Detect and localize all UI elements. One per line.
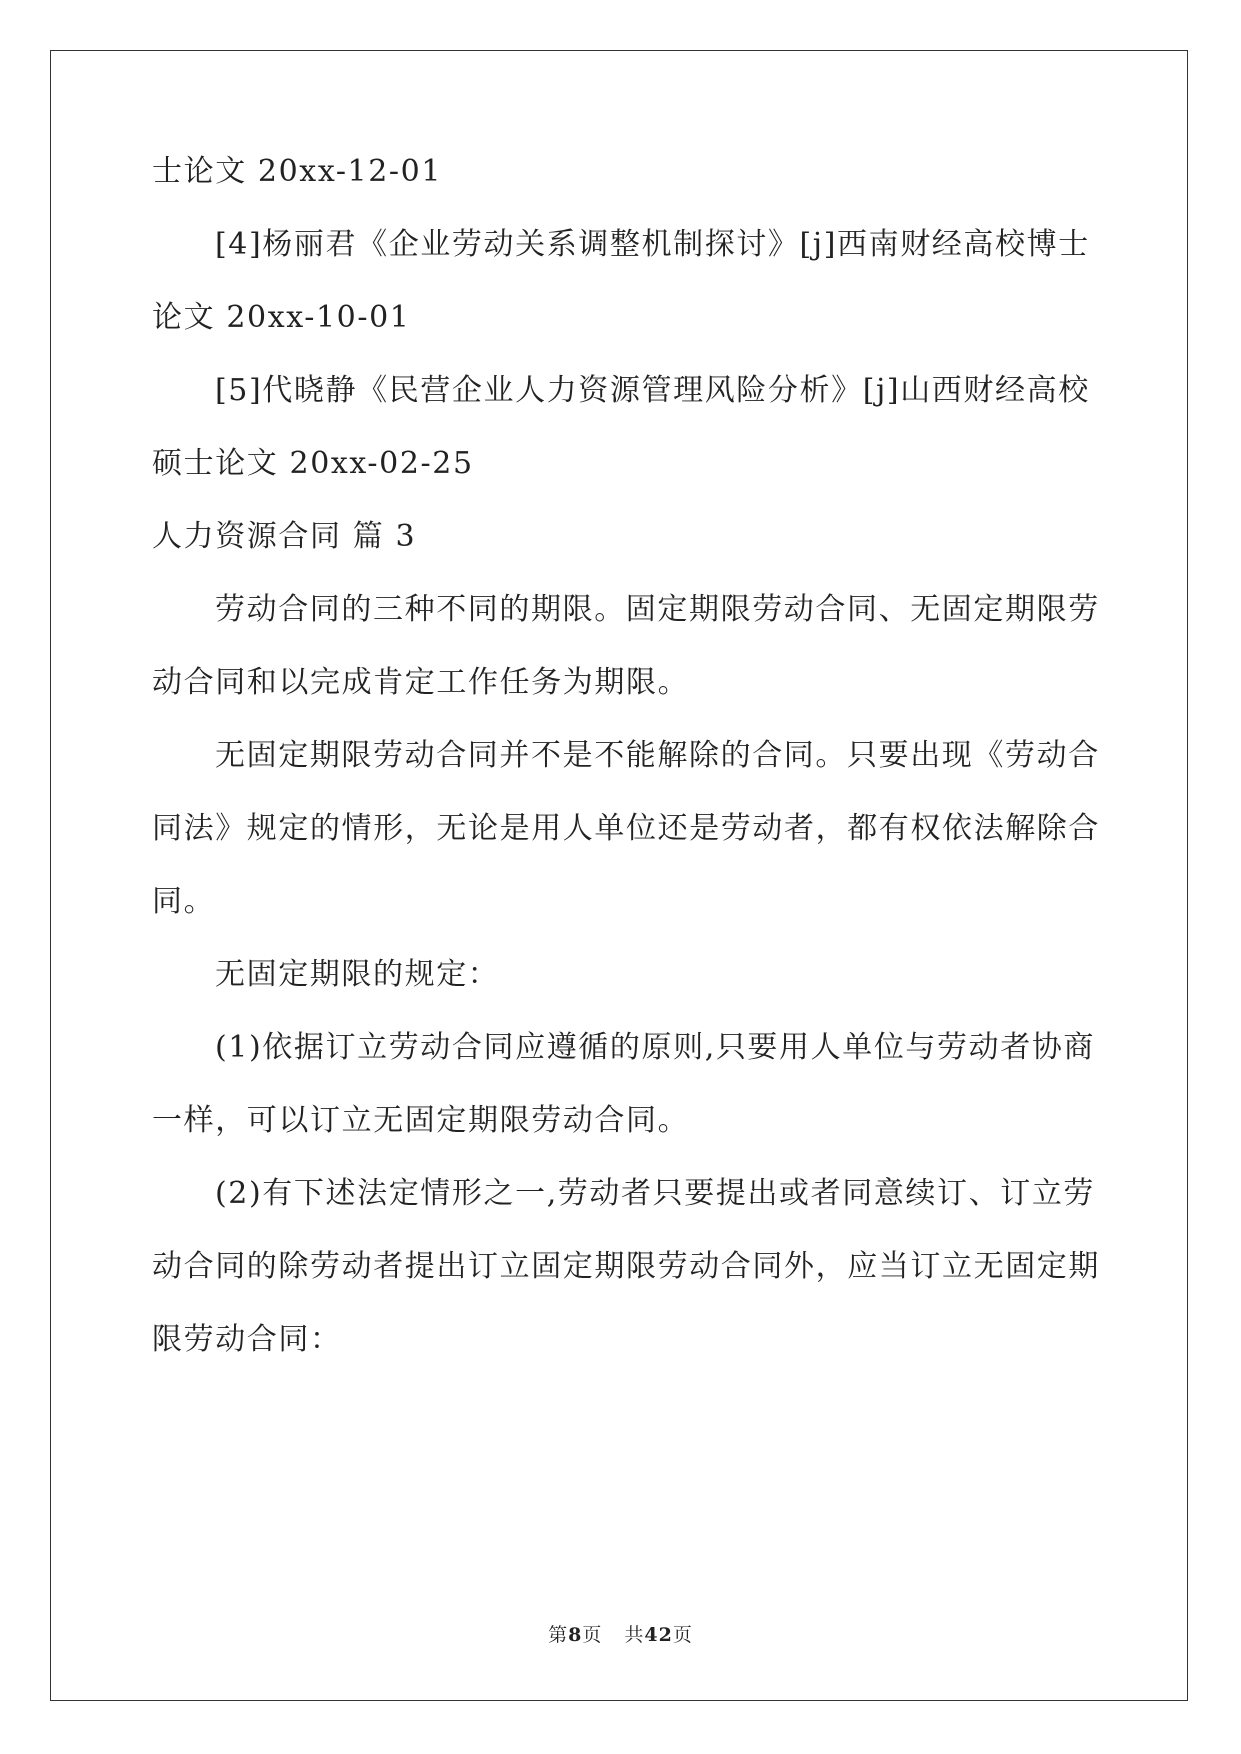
paragraph-line: (1)依据订立劳动合同应遵循的原则,只要用人单位与劳动者协商	[215, 1030, 1096, 1065]
total-prefix: 共	[624, 1624, 645, 1646]
page-number: 8	[568, 1624, 583, 1646]
paragraph-line: 同法》规定的情形，无论是用人单位还是劳动者，都有权依法解除合	[152, 811, 1100, 846]
paragraph-line: 无固定期限的规定：	[215, 957, 500, 992]
paragraph-line: 限劳动合同：	[152, 1322, 342, 1357]
total-pages: 42	[644, 1624, 673, 1646]
paragraph-line: 一样，可以订立无固定期限劳动合同。	[152, 1103, 690, 1138]
page-suffix: 页	[582, 1624, 603, 1646]
text-line: 论文 20xx-10-01	[152, 300, 411, 335]
paragraph-line: (2)有下述法定情形之一,劳动者只要提出或者同意续订、订立劳	[215, 1176, 1096, 1211]
section-heading: 人力资源合同 篇 3	[152, 519, 417, 554]
paragraph-line: 同。	[152, 884, 216, 919]
paragraph-line: 无固定期限劳动合同并不是不能解除的合同。只要出现《劳动合	[215, 738, 1100, 773]
page-footer	[0, 1623, 1241, 1647]
reference-item: [4]杨丽君《企业劳动关系调整机制探讨》[j]西南财经高校博士	[215, 227, 1090, 262]
paragraph-line: 劳动合同的三种不同的期限。固定期限劳动合同、无固定期限劳	[215, 592, 1100, 627]
paragraph-line: 动合同的除劳动者提出订立固定期限劳动合同外，应当订立无固定期	[152, 1249, 1100, 1284]
text-line: 硕士论文 20xx-02-25	[152, 446, 474, 481]
paragraph-line: 动合同和以完成肯定工作任务为期限。	[152, 665, 690, 700]
total-suffix: 页	[672, 1624, 693, 1646]
reference-item: [5]代晓静《民营企业人力资源管理风险分析》[j]山西财经高校	[215, 373, 1090, 408]
page-prefix: 第	[548, 1624, 569, 1646]
text-line: 士论文 20xx-12-01	[152, 154, 443, 189]
